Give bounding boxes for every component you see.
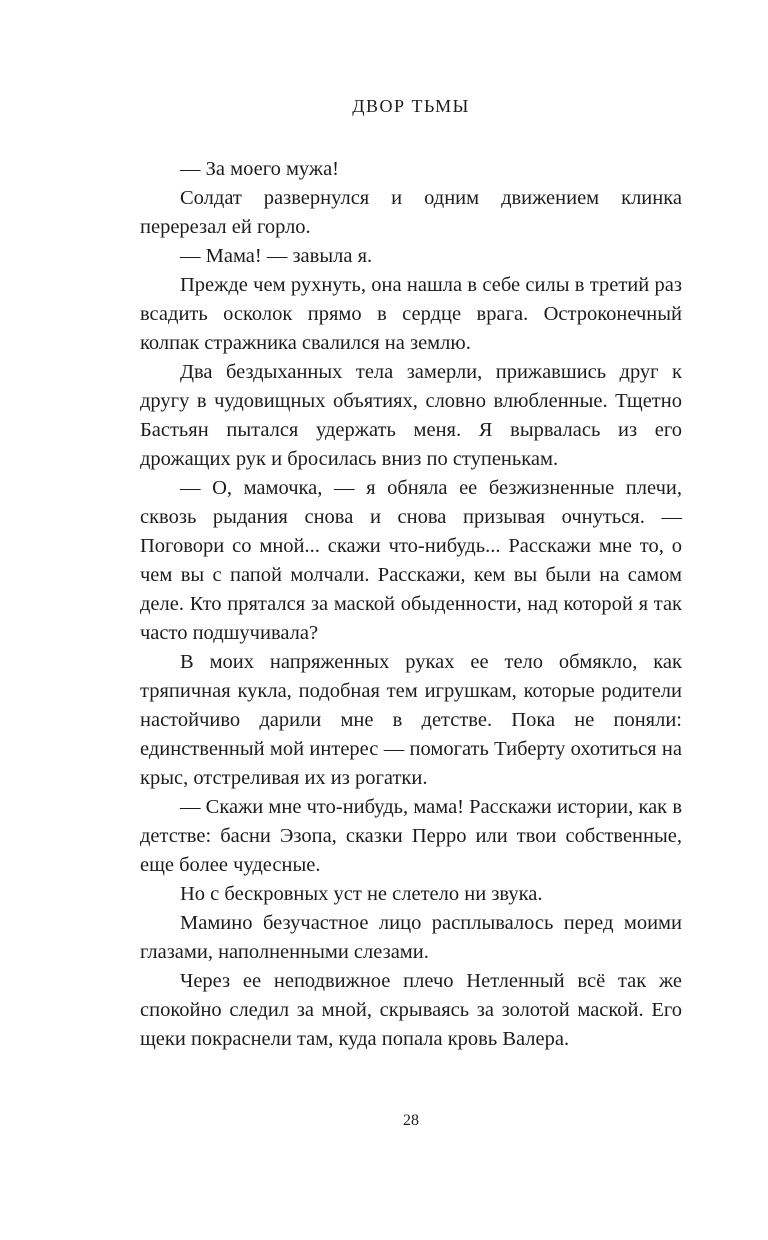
body-text	[140, 155, 682, 1054]
paragraph: В моих напряженных руках ее тело обмякло, как тряпичная кукла, подобная тем игрушкам, которые родители настойчиво дарили мне в детстве. Пока не поняли: единственный мой интерес — помогать Тиберту охотиться на крыс, отстреливая их из рогатки.	[140, 651, 682, 789]
paragraph: Солдат развернулся и одним движением клинка перерезал ей горло.	[140, 187, 682, 238]
paragraph: — За моего мужа!	[180, 158, 340, 180]
text-block	[140, 96, 682, 1054]
paragraph: Через ее неподвижное плечо Нетленный всё так же спокойно следил за мной, скрываясь за золотой маской. Его щеки покраснели там, куда попала кровь Валера.	[140, 970, 682, 1050]
paragraph: Мамино безучастное лицо расплывалось перед моими глазами, наполненными слезами.	[140, 912, 682, 963]
paragraph: — Скажи мне что-нибудь, мама! Расскажи истории, как в детстве: басни Эзопа, сказки Перро или твои собственные, еще более чудесные.	[140, 796, 682, 876]
page-number: 28	[403, 1112, 419, 1129]
paragraph: — Мама! — завыла я.	[180, 245, 373, 267]
paragraph: Но с бескровных уст не слетело ни звука.	[180, 883, 543, 905]
paragraph: Прежде чем рухнуть, она нашла в себе силы в третий раз всадить осколок прямо в сердце врага. Остроконечный колпак стражника свалился на землю.	[140, 274, 682, 354]
running-head-title: ДВОР ТЬМЫ	[352, 96, 470, 116]
paragraph: — О, мамочка, — я обняла ее безжизненные плечи, сквозь рыдания снова и снова призывая очнуться. — Поговори со мной... скажи что-нибудь... Расскажи мне то, о чем вы с папой молчали. Расскажи, кем вы были на самом деле. Кто прятался за маской обыденности, над которой я так часто подшучивала?	[140, 477, 682, 644]
paragraph: Два бездыханных тела замерли, прижавшись друг к другу в чудовищных объятиях, словно влюбленные. Тщетно Бастьян пытался удержать меня. Я вырвалась из его дрожащих рук и бросилась вниз по ступенькам.	[140, 361, 682, 470]
